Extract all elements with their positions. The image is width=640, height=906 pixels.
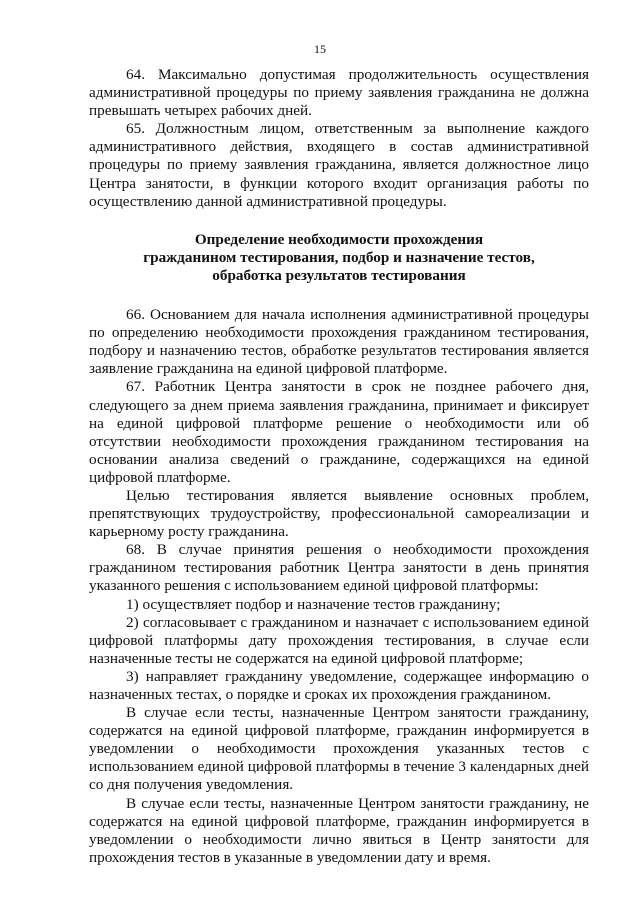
paragraph-tests-on-platform: В случае если тесты, назначенные Центром занятости гражданину, содержатся на единой цифровой платформе, гражданин информируется в уведомлении о необходимости прохождения указанных тестов с использованием единой цифровой платформы в течение 3 календарных дней со дня получения уведомления.: [89, 704, 589, 794]
page-number: 15: [314, 42, 326, 56]
list-item-1: 1) осуществляет подбор и назначение тестов гражданину;: [126, 595, 501, 613]
list-item-3: 3) направляет гражданину уведомление, содержащее информацию о назначенных тестах, о порядке и сроках их прохождения гражданином.: [89, 667, 589, 703]
paragraph-64: 64. Максимально допустимая продолжительность осуществления административной процедуры по приему заявления гражданина не должна превышать четырех рабочих дней.: [89, 66, 589, 120]
section-heading: [89, 231, 589, 285]
paragraph-65: 65. Должностным лицом, ответственным за выполнение каждого административного действия, входящего в состав административной процедуры по приему заявления гражданина, является должностное лицо Центра занятости, в функции которого входит организация работы по осуществлению данной административной процедуры.: [89, 120, 589, 210]
section-heading-line-3: обработка результатов тестирования: [212, 266, 466, 284]
paragraph-68: 68. В случае принятия решения о необходимости прохождения гражданином тестирования работник Центра занятости в день принятия указанного решения с использованием единой цифровой платформы:: [89, 541, 589, 595]
paragraph-66: 66. Основанием для начала исполнения административной процедуры по определению необходимости прохождения гражданином тестирования, подбору и назначению тестов, обработке результатов тестирования является заявление гражданина на единой цифровой платформе.: [89, 306, 589, 378]
paragraph-tests-not-on-platform: В случае если тесты, назначенные Центром занятости гражданину, не содержатся на единой цифровой платформе, гражданин информируется в уведомлении о необходимости лично явиться в Центр занятости для прохождения тестов в указанные в уведомлении дату и время.: [89, 794, 589, 866]
paragraph-testing-purpose: Целью тестирования является выявление основных проблем, препятствующих трудоустройству, профессиональной самореализации и карьерному росту гражданина.: [89, 486, 589, 541]
section-heading-line-2: гражданином тестирования, подбор и назначение тестов,: [143, 248, 535, 266]
document-body: [89, 66, 589, 867]
list-item-2: 2) согласовывает с гражданином и назначает с использованием единой цифровой платформы дату прохождения тестирования, в случае если назначенные тесты не содержатся на единой цифровой платформе;: [89, 613, 589, 667]
paragraph-67: 67. Работник Центра занятости в срок не позднее рабочего дня, следующего за днем приема заявления гражданина, принимает и фиксирует на единой цифровой платформе решение о необходимости или об отсутствии необходимости прохождения гражданином тестирования на основании анализа сведений о гражданине, содержащихся на единой цифровой платформе.: [89, 378, 589, 486]
section-heading-line-1: Определение необходимости прохождения: [194, 230, 484, 248]
